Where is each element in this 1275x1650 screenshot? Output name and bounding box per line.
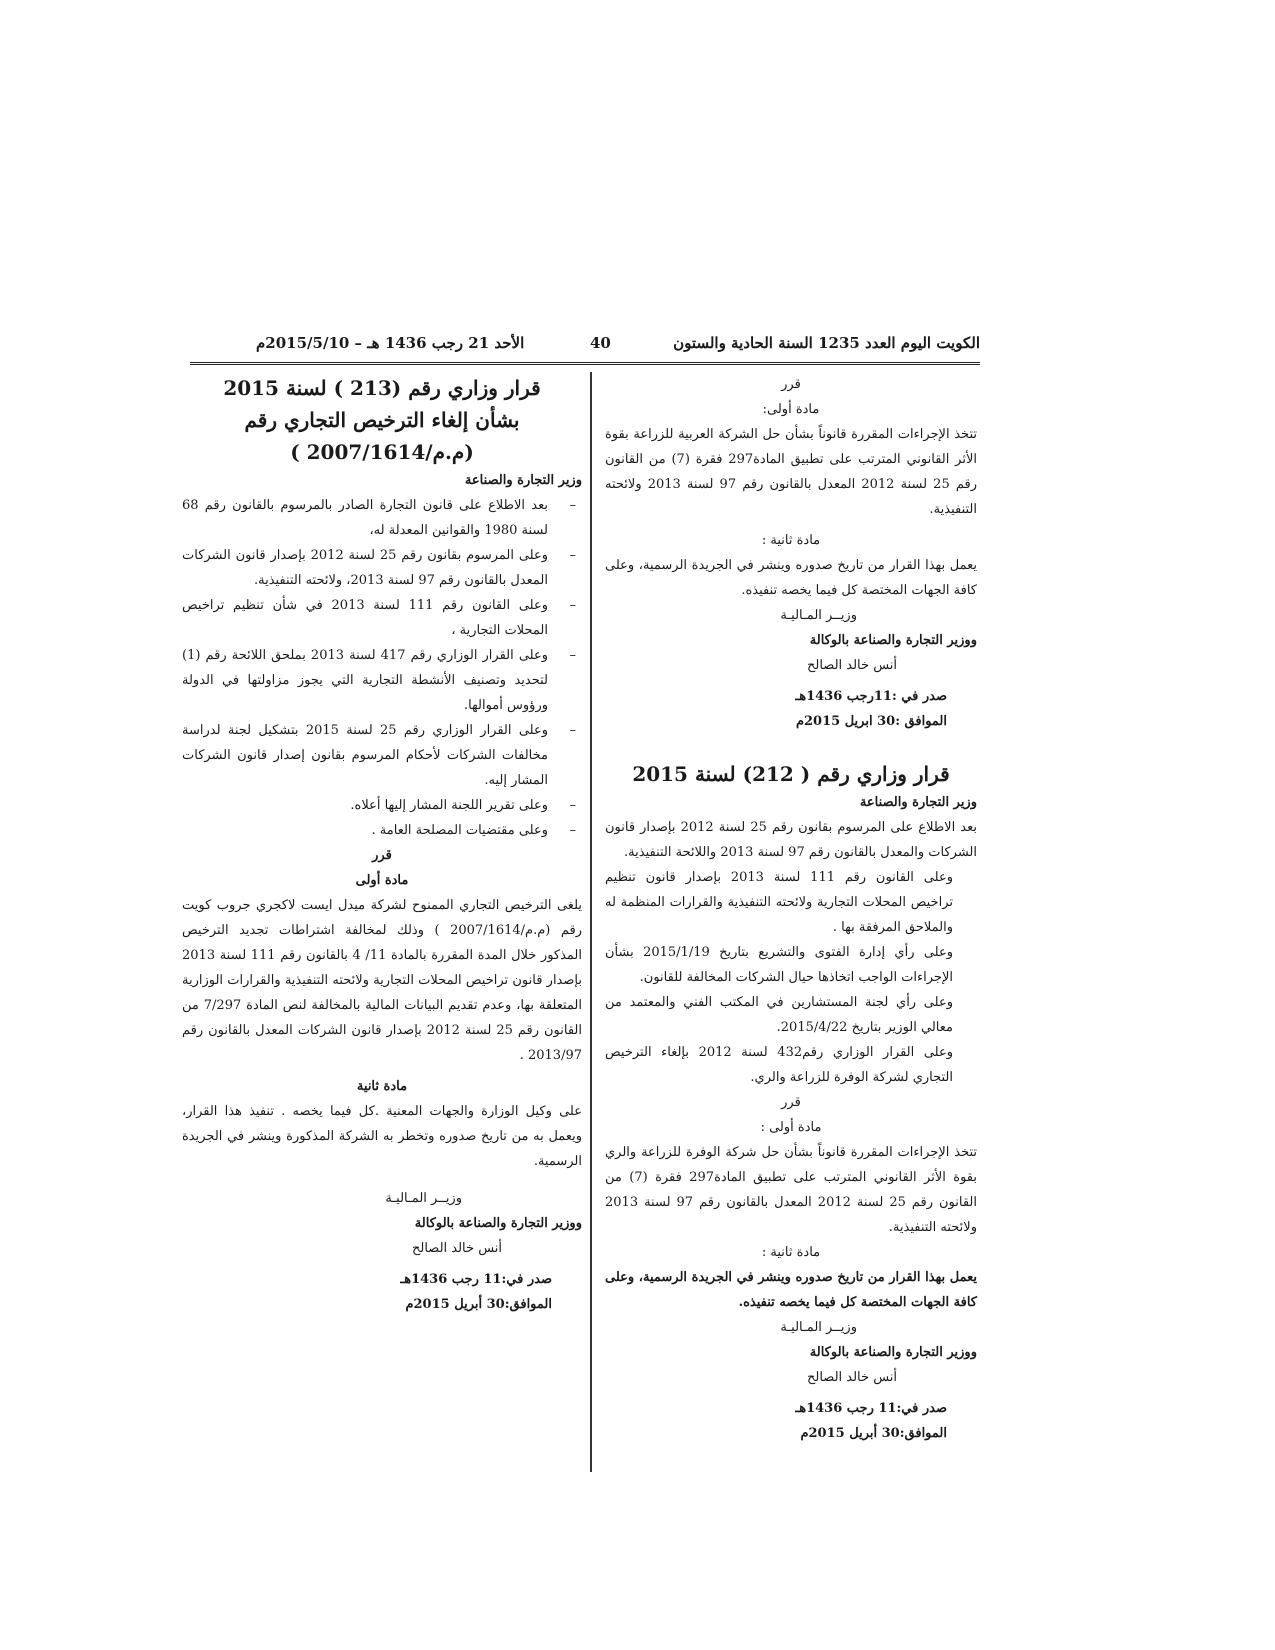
list-item: – وعلى القرار الوزاري رقم 25 لسنة 2015 بتشكيل لجنة لدراسة مخالفات الشركات لأحكام المرسوم بقانون إصدار قانون الشركات المشار إليه. (182, 718, 582, 793)
preamble-list (182, 493, 582, 843)
signature-role: ووزير التجارة والصناعة بالوكالة (809, 1345, 977, 1360)
signature-block (605, 1315, 977, 1390)
decision-213-title: قرار وزاري رقم (213 ) لسنة 2015 (223, 376, 541, 400)
signature-role: ووزير التجارة والصناعة بالوكالة (809, 633, 977, 648)
signature-block (182, 1186, 582, 1261)
list-item: – وعلى القانون رقم 111 لسنة 2013 في شأن تنظيم تراخيص المحلات التجارية ، (182, 593, 582, 643)
issue-date: صدر في:11 رجب 1436هـ (795, 1401, 947, 1416)
decision-212-title: قرار وزاري رقم ( 212) لسنة 2015 (632, 762, 950, 786)
list-item: – وعلى مقتضيات المصلحة العامة . (182, 818, 582, 843)
article-1-text: تتخذ الإجراءات المقررة قانوناً بشأن حل شركة الوفرة للزراعة والري بقوة الأثر القانوني المترتب على تطبيق المادة297 فقرة (7) من القانون رقم 25 لسنة 2012 المعدل بالقانون رقم 97 لسنة 2013 ولائحته التنفيذية. (605, 1145, 977, 1235)
signature-name: أنس خالد الصالح (806, 1370, 897, 1385)
decision-212 (605, 758, 977, 1446)
preamble-2: وعلى القانون رقم 111 لسنة 2013 بإصدار قانون تنظيم تراخيص المحلات التجارية ولائحته التنفيذية والقرارات المنظمة له والملاحق المرفقة بها . (605, 870, 953, 935)
signature-name: أنس خالد الصالح (806, 658, 897, 673)
header-rule (190, 362, 980, 365)
article-2-text: على وكيل الوزارة والجهات المعنية .كل فيما يخصه . تنفيذ هذا القرار، ويعمل به من تاريخ صدوره وتخطر به الشركة المذكورة وينشر في الجريدة الرسمية. (182, 1104, 582, 1169)
article-1-title: مادة أولى : (760, 1120, 822, 1135)
signature-name: أنس خالد الصالح (411, 1241, 502, 1256)
minister-heading: وزير التجارة والصناعة (464, 473, 582, 488)
article-1-text: يلغى الترخيص التجاري الممنوح لشركة ميدل ايست لاكجري جروب كويت رقم (م.م/2007/1614 ) وذلك لمخالفة اشتراطات تجديد الترخيص المذكور خلال المدة المقررة بالمادة 11/ 4 بالقانون رقم 111 لسنة 2013 بإصدار قانون تراخيص المحلات التجارية ولائحته التنفيذية والقرارات الوزارية المتعلقة بها، وعدم تقديم البيانات المالية بالمخالفة لنص المادة 7/297 من القانون رقم 25 لسنة 2012 بإصدار قانون الشركات المعدل بالقانون رقم 2013/97 . (182, 898, 583, 1063)
issue-date-gregorian: الموافق :30 ابريل 2015م (795, 714, 947, 729)
issue-date-gregorian: الموافق:30 أبريل 2015م (800, 1426, 947, 1441)
right-column (605, 372, 977, 1446)
minister-heading: وزير التجارة والصناعة (859, 795, 977, 810)
decision-213 (182, 372, 582, 1317)
page-number: 40 (590, 334, 611, 352)
qarar-heading: قرر (372, 848, 392, 863)
preamble-3: وعلى رأي إدارة الفتوى والتشريع بتاريخ 2015/1/19 بشأن الإجراءات الواجب اتخاذها حيال الشركات المخالفة للقانون. (605, 945, 954, 985)
preamble-1: بعد الاطلاع على المرسوم بقانون رقم 25 لسنة 2012 بإصدار قانون الشركات والمعدل بالقانون رقم 97 لسنة 2013 واللائحة التنفيذية. (605, 820, 978, 860)
preamble-5: وعلى القرار الوزاري رقم432 لسنة 2012 بإلغاء الترخيص التجاري لشركة الوفرة للزراعة والري. (605, 1045, 954, 1085)
article-1-title: مادة أولى (355, 873, 409, 888)
column-divider (590, 372, 592, 1472)
list-item: – بعد الاطلاع على قانون التجارة الصادر بالمرسوم بالقانون رقم 68 لسنة 1980 والقوانين المعدلة له، (182, 493, 582, 543)
article-2-title: مادة ثانية : (761, 533, 821, 548)
qarar-heading: قرر (781, 1095, 801, 1110)
header-date: الأحد 21 رجب 1436 هـ – 2015/5/10م (256, 334, 525, 352)
issue-date-gregorian: الموافق:30 أبريل 2015م (405, 1297, 552, 1312)
list-item: – وعلى تقرير اللجنة المشار إليها أعلاه. (182, 793, 582, 818)
list-item: – وعلى القرار الوزاري رقم 417 لسنة 2013 بملحق اللائحة رقم (1) لتحديد وتصنيف الأنشطة التجارية التي يجوز مزاولتها في الدولة ورؤوس أموالها. (182, 643, 582, 718)
article-2-text: يعمل بهذا القرار من تاريخ صدوره وينشر في الجريدة الرسمية، وعلى كافة الجهات المختصة كل فيما يخصه تنفيذه. (605, 1270, 977, 1310)
header-issue: الكويت اليوم العدد 1235 السنة الحادية والستون (673, 334, 980, 352)
list-item: – وعلى المرسوم بقانون رقم 25 لسنة 2012 بإصدار قانون الشركات المعدل بالقانون رقم 97 لسنة 2013، ولائحته التنفيذية. (182, 543, 582, 593)
issue-date: صدر في:11 رجب 1436هـ (400, 1272, 552, 1287)
left-column (182, 372, 582, 1317)
signature-role: ووزير التجارة والصناعة بالوكالة (414, 1216, 582, 1231)
article-1-text: تتخذ الإجراءات المقررة قانوناً بشأن حل الشركة العربية للزراعة بقوة الأثر القانوني المترتب على تطبيق المادة297 فقرة (7) من القانون رقم 25 لسنة 2012 المعدل بالقانون رقم 97 لسنة 2013 ولائحته التنفيذية. (605, 427, 977, 517)
signature-title: وزيــر المـاليـة (385, 1191, 462, 1206)
signature-block (605, 603, 977, 678)
issue-date: صدر في :11رجب 1436هـ (795, 689, 947, 704)
page-header (190, 334, 980, 360)
decision-213-license-number: (م.م/2007/1614 ) (290, 440, 474, 464)
decision-continued (605, 372, 977, 734)
article-1-title: مادة أولى: (762, 402, 820, 417)
article-2-title: مادة ثانية (356, 1079, 408, 1094)
preamble-4: وعلى رأي لجنة المستشارين في المكتب الفني والمعتمد من معالي الوزير بتاريخ 2015/4/22. (605, 995, 953, 1035)
decision-213-subject: بشأن إلغاء الترخيص التجاري رقم (244, 408, 520, 432)
signature-title: وزيــر المـاليـة (780, 608, 857, 623)
signature-title: وزيــر المـاليـة (780, 1320, 857, 1335)
qarar-heading: قرر (781, 377, 801, 392)
article-2-text: يعمل بهذا القرار من تاريخ صدوره وينشر في الجريدة الرسمية، وعلى كافة الجهات المختصة كل فيما يخصه تنفيذه. (605, 558, 977, 598)
article-2-title: مادة ثانية : (761, 1245, 821, 1260)
